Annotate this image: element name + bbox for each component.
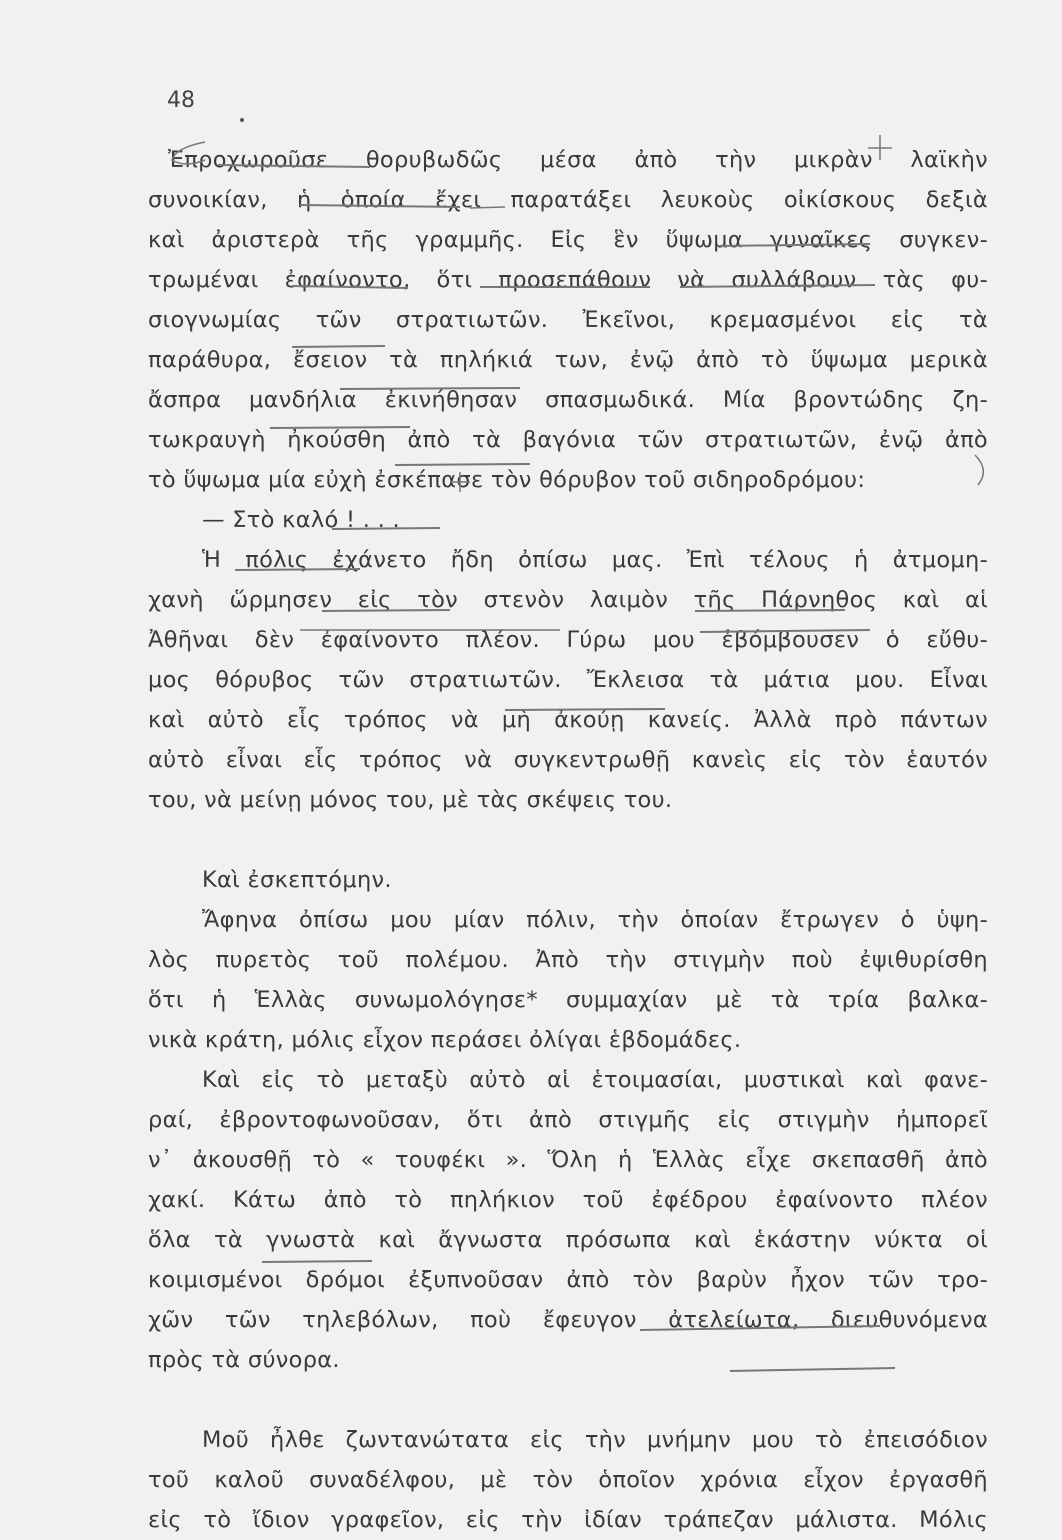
text-line: ὅτι ἡ Ἑλλὰς συνωμολόγησε* συμμαχίαν μὲ τὰ τρία βαλκα- [148,987,988,1013]
paragraph-6 [148,1060,988,1380]
text-line: Μοῦ ἦλθε ζωντανώτατα εἰς τὴν μνήμην μου τὸ ἐπεισόδιον [202,1427,988,1453]
text-line: του, νὰ μείνῃ μόνος του, μὲ τὰς σκέψεις του. [148,787,673,813]
paragraph-3 [148,540,988,820]
text-line: μος θόρυβος τῶν στρατιωτῶν. Ἔκλεισα τὰ μάτια μου. Εἶναι [148,667,988,693]
text-line: Καὶ εἰς τὸ μεταξὺ αὐτὸ αἱ ἑτοιμασίαι, μυστικαὶ καὶ φανε- [202,1067,988,1093]
paragraph-4 [148,860,988,900]
text-line: κοιμισμένοι δρόμοι ἐξυπνοῦσαν ἀπὸ τὸν βαρὺν ἦχον τῶν τρο- [148,1267,988,1293]
body-text [148,140,988,1540]
text-line: Ἄφηνα ὀπίσω μου μίαν πόλιν, τὴν ὁποίαν ἔτρωγεν ὁ ὑψη- [202,907,988,933]
page-number: 48 [167,88,195,113]
ink-dot [240,118,244,122]
text-line: ἄσπρα μανδήλια ἐκινήθησαν σπασμωδικά. Μία βροντώδης ζη- [148,387,988,413]
text-line: νικὰ κράτη, μόλις εἶχον περάσει ὀλίγαι ἑβδομάδες. [148,1027,742,1053]
paragraph-gap [148,1380,988,1420]
text-line: ὅλα τὰ γνωστὰ καὶ ἄγνωστα πρόσωπα καὶ ἑκάστην νύκτα οἱ [148,1227,988,1253]
text-line: καὶ ἀριστερὰ τῆς γραμμῆς. Εἰς ἓν ὕψωμα γυναῖκες συγκεν- [148,227,988,253]
text-line: τρωμέναι ἐφαίνοντο, ὅτι προσεπάθουν νὰ συλλάβουν τὰς φυ- [148,267,988,293]
text-line: τωκραυγὴ ἠκούσθη ἀπὸ τὰ βαγόνια τῶν στρατιωτῶν, ἐνῷ ἀπὸ [148,427,988,453]
text-line: Ἡ πόλις ἐχάνετο ἤδη ὀπίσω μας. Ἐπὶ τέλους ἡ ἀτμομη- [202,547,988,573]
text-line: χῶν τῶν τηλεβόλων, ποὺ ἔφευγον ἀτελείωτα, διευθυνόμενα [148,1307,988,1333]
text-line: — Στὸ καλό ! . . . [202,507,400,533]
text-line: συνοικίαν, ἡ ὁποία ἔχει παρατάξει λευκοὺς οἰκίσκους δεξιὰ [148,187,988,213]
text-line: χακί. Κάτω ἀπὸ τὸ πηλήκιον τοῦ ἐφέδρου ἐφαίνοντο πλέον [148,1187,988,1213]
text-line: ραί, ἐβροντοφωνοῦσαν, ὅτι ἀπὸ στιγμῆς εἰς στιγμὴν ἠμπορεῖ [148,1107,988,1133]
paragraph-gap [148,820,988,860]
text-line: αὐτὸ εἶναι εἷς τρόπος νὰ συγκεντρωθῇ κανεὶς εἰς τὸν ἑαυτόν [148,747,988,773]
text-line: παράθυρα, ἔσειον τὰ πηλήκιά των, ἐνῷ ἀπὸ τὸ ὕψωμα μερικὰ [148,347,988,373]
text-line: τὸ ὕψωμα μία εὐχὴ ἐσκέπασε τὸν θόρυβον τοῦ σιδηροδρόμου: [148,467,866,493]
paragraph-5 [148,900,988,1060]
text-line: λὸς πυρετὸς τοῦ πολέμου. Ἀπὸ τὴν στιγμὴν ποὺ ἐψιθυρίσθη [148,947,988,973]
text-line: τοῦ καλοῦ συναδέλφου, μὲ τὸν ὁποῖον χρόνια εἶχον ἐργασθῆ [148,1467,988,1493]
text-line: Ἀθῆναι δὲν ἐφαίνοντο πλέον. Γύρω μου ἐβόμβουσεν ὁ εὔθυ- [148,627,988,653]
paragraph-1 [148,140,988,500]
text-line: πρὸς τὰ σύνορα. [148,1347,340,1373]
paragraph-2 [148,500,988,540]
paragraph-7 [148,1420,988,1540]
text-line: εἰς τὸ ἴδιον γραφεῖον, εἰς τὴν ἰδίαν τράπεζαν μάλιστα. Μόλις [148,1507,988,1533]
text-line: σιογνωμίας τῶν στρατιωτῶν. Ἐκεῖνοι, κρεμασμένοι εἰς τὰ [148,307,988,333]
text-line: Καὶ ἐσκεπτόμην. [202,867,392,893]
text-line: χανὴ ὥρμησεν εἰς τὸν στενὸν λαιμὸν τῆς Πάρνηθος καὶ αἱ [148,587,988,613]
text-line: Ἐπροχωροῦσε θορυβωδῶς μέσα ἀπὸ τὴν μικρὰν λαϊκὴν [168,147,988,173]
text-line: ν᾿ ἀκουσθῇ τὸ « τουφέκι ». Ὅλη ἡ Ἑλλὰς εἶχε σκεπασθῆ ἀπὸ [148,1147,988,1173]
text-line: καὶ αὐτὸ εἷς τρόπος νὰ μὴ ἀκούῃ κανείς. Ἀλλὰ πρὸ πάντων [148,707,988,733]
